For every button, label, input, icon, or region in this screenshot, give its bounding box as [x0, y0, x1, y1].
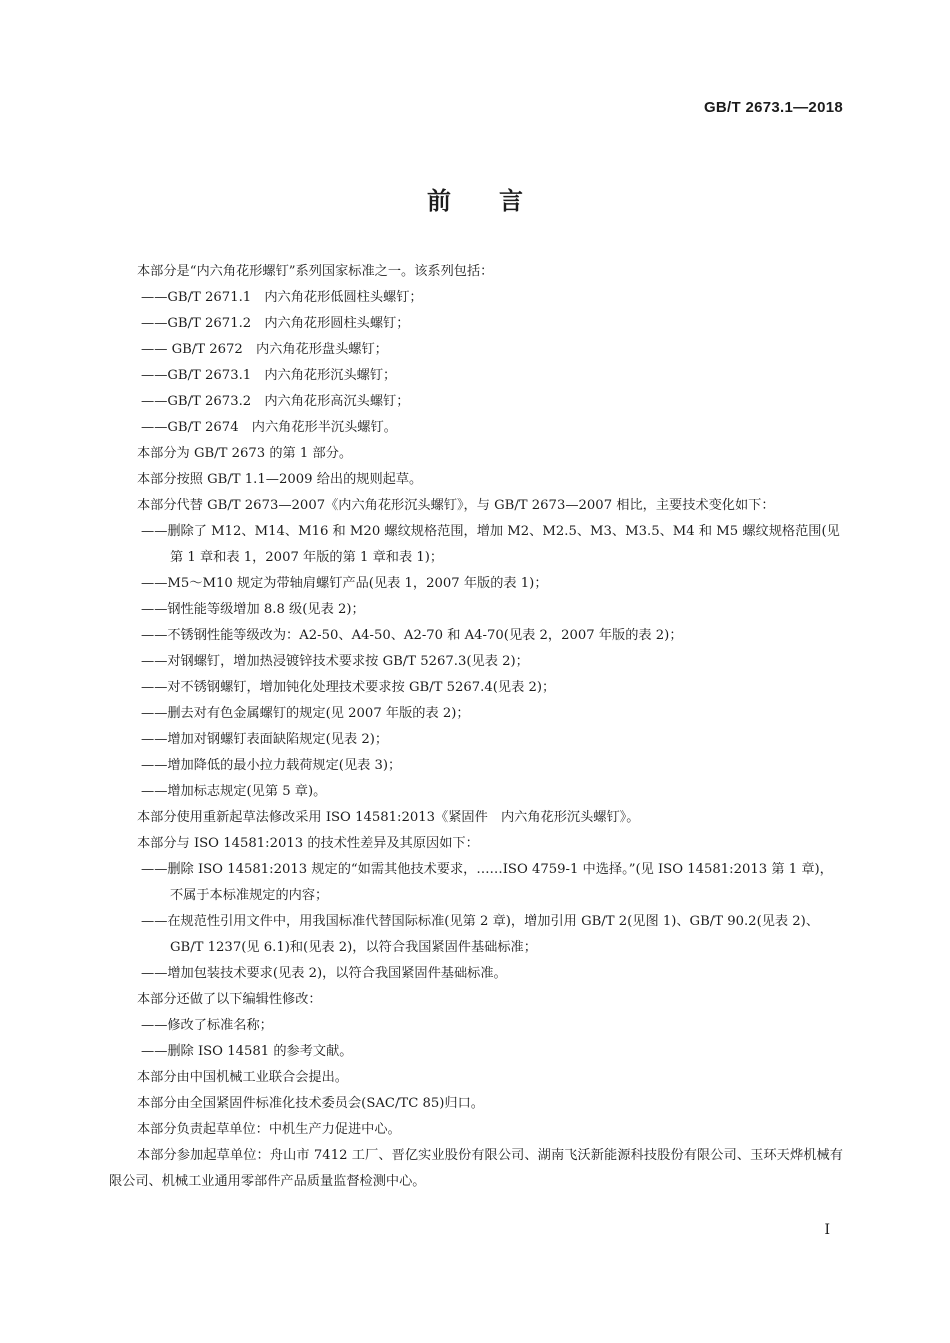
list-item: ——删除了 M12、M14、M16 和 M20 螺纹规格范围，增加 M2、M2.5、M3、M3.5、M4 和 M5 螺纹规格范围(见第 1 章和表 1，2007 年版的第 1 章和表 1)； — [141, 524, 840, 565]
paragraph: 本部分与 ISO 14581:2013 的技术性差异及其原因如下： — [137, 836, 479, 851]
list-item: ——在规范性引用文件中，用我国标准代替国际标准(见第 2 章)，增加引用 GB/T 2(见图 1)、GB/T 90.2(见表 2)、GB/T 1237(见 6.1)和(见表 2)，以符合我国紧固件基础标准； — [141, 914, 820, 955]
list-item: ——GB/T 2671.2 内六角花形圆柱头螺钉； — [141, 316, 410, 331]
paragraph: 本部分使用重新起草法修改采用 ISO 14581:2013《紧固件 内六角花形沉头螺钉》。 — [137, 810, 640, 825]
paragraph: 本部分按照 GB/T 1.1—2009 给出的规则起草。 — [137, 472, 423, 487]
list-item: ——增加标志规定(见第 5 章)。 — [141, 784, 327, 799]
list-item: —— GB/T 2672 内六角花形盘头螺钉； — [141, 342, 388, 357]
paragraph: 本部分负责起草单位：中机生产力促进中心。 — [137, 1122, 401, 1137]
page-number: I — [824, 1222, 830, 1238]
paragraph: 本部分由中国机械工业联合会提出。 — [137, 1070, 348, 1085]
list-item: ——对钢螺钉，增加热浸镀锌技术要求按 GB/T 5267.3(见表 2)； — [141, 654, 529, 669]
list-item: ——GB/T 2673.1 内六角花形沉头螺钉； — [141, 368, 397, 383]
foreword-body — [109, 259, 843, 1195]
list-item: ——钢性能等级增加 8.8 级(见表 2)； — [141, 602, 365, 617]
page-title: 前言 — [427, 187, 571, 215]
paragraph: 本部分由全国紧固件标准化技术委员会(SAC/TC 85)归口。 — [137, 1096, 484, 1111]
list-item: ——M5～M10 规定为带轴肩螺钉产品(见表 1，2007 年版的表 1)； — [141, 576, 548, 591]
list-item: ——删除 ISO 14581 的参考文献。 — [141, 1044, 353, 1059]
list-item: ——增加对钢螺钉表面缺陷规定(见表 2)； — [141, 732, 389, 747]
list-item: ——GB/T 2673.2 内六角花形高沉头螺钉； — [141, 394, 410, 409]
paragraph: 本部分为 GB/T 2673 的第 1 部分。 — [137, 446, 353, 461]
list-item: ——GB/T 2671.1 内六角花形低圆柱头螺钉； — [141, 290, 423, 305]
list-item: ——增加包装技术要求(见表 2)，以符合我国紧固件基础标准。 — [141, 966, 507, 981]
standard-code: GB/T 2673.1—2018 — [703, 99, 843, 116]
list-item: ——增加降低的最小拉力载荷规定(见表 3)； — [141, 758, 402, 773]
list-item: ——不锈钢性能等级改为：A2-50、A4-50、A2-70 和 A4-70(见表 2，2007 年版的表 2)； — [141, 628, 683, 643]
paragraph: 本部分代替 GB/T 2673—2007《内六角花形沉头螺钉》，与 GB/T 2673—2007 相比，主要技术变化如下： — [137, 498, 775, 513]
list-item: ——GB/T 2674 内六角花形半沉头螺钉。 — [141, 420, 397, 435]
list-item: ——删除 ISO 14581:2013 规定的“如需其他技术要求，……ISO 4759-1 中选择。”(见 ISO 14581:2013 第 1 章)，不属于本标准规定的内容； — [141, 862, 833, 903]
list-item: ——修改了标准名称； — [141, 1018, 273, 1033]
paragraph: 本部分是“内六角花形螺钉”系列国家标准之一。该系列包括： — [137, 264, 494, 279]
paragraph: 本部分参加起草单位：舟山市 7412 工厂、晋亿实业股份有限公司、湖南飞沃新能源科技股份有限公司、玉环天烨机械有限公司、机械工业通用零部件产品质量监督检测中心。 — [109, 1148, 843, 1189]
list-item: ——删去对有色金属螺钉的规定(见 2007 年版的表 2)； — [141, 706, 470, 721]
list-item: ——对不锈钢螺钉，增加钝化处理技术要求按 GB/T 5267.4(见表 2)； — [141, 680, 556, 695]
paragraph: 本部分还做了以下编辑性修改： — [137, 992, 322, 1007]
